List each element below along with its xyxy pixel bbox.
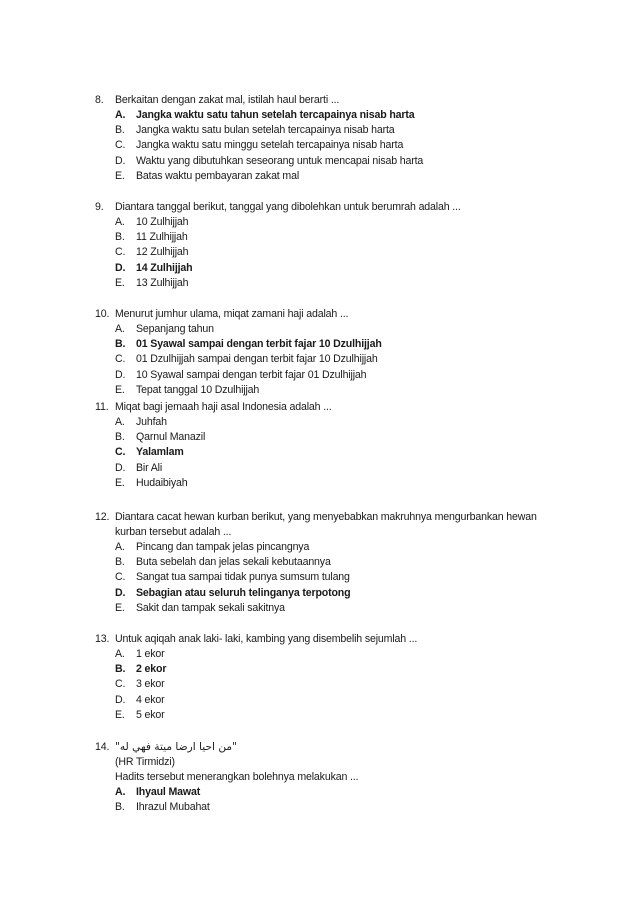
option-e bbox=[115, 601, 595, 616]
option-e bbox=[115, 476, 595, 491]
option-d bbox=[115, 461, 595, 476]
question-11 bbox=[95, 400, 595, 491]
option-text: Sepanjang tahun bbox=[136, 323, 214, 335]
option-letter: B. bbox=[115, 124, 125, 137]
option-letter: A. bbox=[115, 786, 126, 798]
option-a bbox=[115, 785, 595, 800]
option-text: 1 ekor bbox=[136, 648, 165, 660]
question-number: 13. bbox=[95, 633, 110, 645]
option-letter: A. bbox=[115, 541, 125, 553]
option-c bbox=[115, 352, 595, 367]
question-9 bbox=[95, 200, 595, 291]
question-text: Berkaitan dengan zakat mal, istilah haul berarti ... bbox=[115, 94, 340, 106]
question-text-continued: kurban tersebut adalah ... bbox=[115, 526, 232, 538]
option-text: Waktu yang dibutuhkan seseorang untuk mencapai nisab harta bbox=[136, 154, 424, 167]
option-text: Yalamlam bbox=[136, 446, 184, 459]
option-d bbox=[115, 368, 595, 383]
option-text: Pincang dan tampak jelas pincangnya bbox=[136, 541, 310, 553]
question-14 bbox=[95, 740, 595, 815]
option-b bbox=[115, 230, 595, 245]
option-text: 5 ekor bbox=[136, 708, 165, 721]
option-letter: E. bbox=[115, 383, 125, 396]
question-8 bbox=[95, 93, 595, 184]
option-letter: C. bbox=[115, 353, 126, 366]
option-text: Qarnul Manazil bbox=[136, 431, 206, 444]
option-a bbox=[115, 415, 595, 430]
option-a bbox=[115, 540, 595, 555]
option-letter: A. bbox=[115, 323, 125, 335]
option-letter: E. bbox=[115, 708, 125, 721]
option-letter: A. bbox=[115, 216, 125, 228]
option-text: Hudaibiyah bbox=[136, 476, 188, 489]
option-letter: E. bbox=[115, 169, 125, 182]
option-letter: E. bbox=[115, 276, 125, 289]
option-text: 01 Dzulhijjah sampai dengan terbit fajar 10 Dzulhijjah bbox=[136, 353, 378, 366]
option-text: 12 Zulhijjah bbox=[136, 246, 189, 259]
option-text: Buta sebelah dan jelas sekali kebutaannya bbox=[136, 556, 331, 569]
option-text: Sebagian atau seluruh telinganya terpotong bbox=[136, 586, 351, 599]
option-text: 14 Zulhijjah bbox=[136, 261, 193, 274]
question-number: 11. bbox=[95, 401, 109, 413]
option-text: 2 ekor bbox=[136, 663, 167, 676]
question-text: Miqat bagi jemaah haji asal Indonesia adalah ... bbox=[115, 401, 332, 413]
option-letter: C. bbox=[115, 571, 126, 584]
option-letter: D. bbox=[115, 154, 126, 167]
option-letter: B. bbox=[115, 431, 125, 444]
question-text: Hadits tersebut menerangkan bolehnya melakukan ... bbox=[115, 771, 359, 783]
question-text: Menurut jumhur ulama, miqat zamani haji adalah ... bbox=[115, 308, 349, 320]
option-a bbox=[115, 215, 595, 230]
option-letter: D. bbox=[115, 693, 126, 706]
option-letter: E. bbox=[115, 476, 125, 489]
option-text: Ihrazul Mubahat bbox=[136, 801, 210, 814]
option-text: Jangka waktu satu minggu setelah tercapainya nisab harta bbox=[136, 139, 404, 152]
option-d bbox=[115, 693, 595, 708]
option-text: Juhfah bbox=[136, 416, 167, 428]
option-text: 10 Syawal sampai dengan terbit fajar 01 Dzulhijjah bbox=[136, 368, 367, 381]
hadith-source: (HR Tirmidzi) bbox=[115, 756, 175, 768]
option-letter: D. bbox=[115, 586, 126, 599]
option-text: 3 ekor bbox=[136, 678, 165, 691]
option-d bbox=[115, 154, 595, 169]
option-text: Batas waktu pembayaran zakat mal bbox=[136, 169, 300, 182]
option-c bbox=[115, 570, 595, 585]
question-number: 14. bbox=[95, 741, 110, 753]
option-letter: E. bbox=[115, 601, 125, 614]
question-text: Diantara cacat hewan kurban berikut, yang menyebabkan makruhnya mengurbankan hewan bbox=[115, 511, 537, 523]
question-number: 12. bbox=[95, 511, 110, 523]
option-text: Bir Ali bbox=[136, 461, 163, 474]
option-e bbox=[115, 708, 595, 723]
option-b bbox=[115, 662, 595, 677]
question-13 bbox=[95, 632, 595, 723]
option-letter: D. bbox=[115, 368, 126, 381]
option-text: 10 Zulhijjah bbox=[136, 216, 189, 228]
option-b bbox=[115, 800, 595, 815]
option-letter: A. bbox=[115, 416, 125, 428]
question-number: 10. bbox=[95, 308, 110, 320]
option-letter: B. bbox=[115, 663, 126, 676]
option-letter: D. bbox=[115, 461, 126, 474]
option-c bbox=[115, 677, 595, 692]
option-text: 01 Syawal sampai dengan terbit fajar 10 Dzulhijjah bbox=[136, 338, 382, 351]
option-text: Jangka waktu satu tahun setelah tercapainya nisab harta bbox=[136, 109, 415, 121]
option-text: Sangat tua sampai tidak punya sumsum tulang bbox=[136, 571, 350, 584]
option-letter: B. bbox=[115, 801, 125, 814]
option-b bbox=[115, 555, 595, 570]
option-text: Jangka waktu satu bulan setelah tercapainya nisab harta bbox=[136, 124, 395, 137]
option-letter: B. bbox=[115, 556, 125, 569]
option-b bbox=[115, 337, 595, 352]
option-letter: A. bbox=[115, 109, 126, 121]
option-letter: A. bbox=[115, 648, 125, 660]
arabic-hadith-text: "من احيا ارضا ميتة فهي له" bbox=[115, 741, 237, 753]
option-c bbox=[115, 245, 595, 260]
option-e bbox=[115, 383, 595, 398]
question-text: Untuk aqiqah anak laki- laki, kambing yang disembelih sejumlah ... bbox=[115, 633, 418, 645]
option-b bbox=[115, 430, 595, 445]
option-d bbox=[115, 586, 595, 601]
option-e bbox=[115, 169, 595, 184]
question-number: 8. bbox=[95, 94, 104, 106]
option-text: 13 Zulhijjah bbox=[136, 276, 189, 289]
option-text: 4 ekor bbox=[136, 693, 165, 706]
option-letter: C. bbox=[115, 246, 126, 259]
option-e bbox=[115, 276, 595, 291]
option-b bbox=[115, 123, 595, 138]
question-10 bbox=[95, 307, 595, 398]
option-text: Tepat tanggal 10 Dzulhijjah bbox=[136, 383, 260, 396]
option-letter: B. bbox=[115, 231, 125, 244]
option-letter: B. bbox=[115, 338, 126, 351]
option-d bbox=[115, 261, 595, 276]
option-a bbox=[115, 108, 595, 123]
option-text: Ihyaul Mawat bbox=[136, 786, 201, 798]
question-12 bbox=[95, 510, 595, 616]
option-text: 11 Zulhijjah bbox=[136, 231, 188, 244]
option-text: Sakit dan tampak sekali sakitnya bbox=[136, 601, 285, 614]
option-letter: C. bbox=[115, 678, 126, 691]
option-a bbox=[115, 322, 595, 337]
option-a bbox=[115, 647, 595, 662]
option-letter: C. bbox=[115, 139, 126, 152]
option-letter: C. bbox=[115, 446, 126, 459]
option-c bbox=[115, 138, 595, 153]
option-c bbox=[115, 445, 595, 460]
option-letter: D. bbox=[115, 261, 126, 274]
question-number: 9. bbox=[95, 201, 104, 213]
question-text: Diantara tanggal berikut, tanggal yang dibolehkan untuk berumrah adalah ... bbox=[115, 201, 461, 213]
